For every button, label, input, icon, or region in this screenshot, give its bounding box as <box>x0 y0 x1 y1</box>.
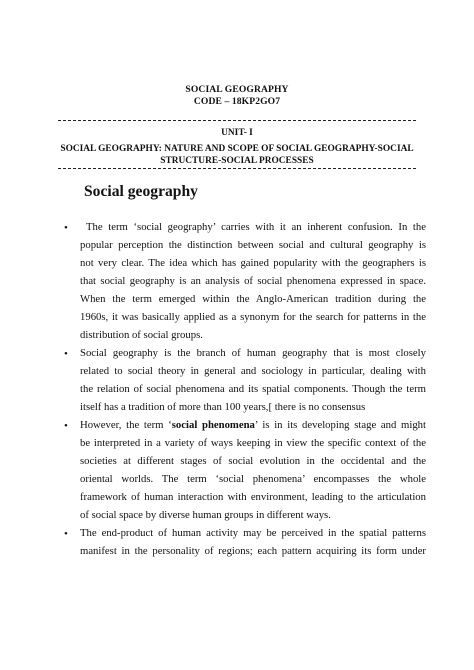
paragraph-line: Social geography is the branch of human geography that is most closely <box>80 347 426 359</box>
bullet-icon: • <box>64 348 68 360</box>
unit-label: UNIT- I <box>221 128 253 138</box>
paragraph-line-with-bold <box>80 418 426 432</box>
bullet-icon: • <box>64 528 68 540</box>
bullet-icon: • <box>64 222 68 234</box>
paragraph-line: oriental worlds. The term ‘social phenomena’ encompasses the whole <box>80 473 426 485</box>
paragraph-line: 1960s, it was basically applied as a synonym for the search for patterns in the <box>80 311 426 323</box>
paragraph-line: itself has a tradition of more than 100 years,[ there is no consensus <box>80 401 366 413</box>
paragraph-line: The end-product of human activity may be perceived in the spatial patterns <box>80 527 426 539</box>
paragraph-line: related to social theory in general and sociology in particular, dealing with <box>80 365 426 377</box>
section-heading: Social geography <box>84 183 198 200</box>
dashed-divider-top <box>58 120 416 121</box>
unit-title-line-1: SOCIAL GEOGRAPHY: NATURE AND SCOPE OF SOCIAL GEOGRAPHY-SOCIAL <box>60 144 414 154</box>
text-run: However, the term ‘ <box>80 419 172 431</box>
dashed-divider-bottom <box>58 168 416 169</box>
paragraph-line: of social space by diverse human groups in different ways. <box>80 509 331 521</box>
paragraph-line: distribution of social groups. <box>80 329 203 341</box>
course-code: CODE – 18KP2GO7 <box>193 96 281 107</box>
paragraph-line: popular perception the distinction between social and cultural geography is <box>80 239 426 251</box>
paragraph-line: be interpreted in a variety of ways keeping in view the specific context of the <box>80 437 426 449</box>
paragraph-line: framework of human interaction with environment, leading to the articulation <box>80 491 426 503</box>
text-run: ’ is in its developing stage and might <box>254 419 426 431</box>
bold-term: social phenomena <box>171 419 255 431</box>
paragraph-line: not very clear. The idea which has gained popularity with the geographers is <box>80 257 426 269</box>
paragraph-line: the relation of social phenomena and its spatial components. Though the term <box>80 383 426 395</box>
bullet-icon: • <box>64 420 68 432</box>
paragraph-line: that social geography is an analysis of social phenomena expressed in space. <box>80 275 426 287</box>
paragraph-line: societies at different stages of social evolution in the occidental and the <box>80 455 426 467</box>
unit-title-line-2: STRUCTURE-SOCIAL PROCESSES <box>160 156 314 166</box>
paragraph-line: When the term emerged within the Anglo-American tradition during the <box>80 293 426 305</box>
paragraph-line: manifest in the personality of regions; each pattern acquiring its form under <box>80 545 426 557</box>
course-title: SOCIAL GEOGRAPHY <box>185 84 289 95</box>
paragraph-line: The term ‘social geography’ carries with it an inherent confusion. In the <box>86 221 426 233</box>
